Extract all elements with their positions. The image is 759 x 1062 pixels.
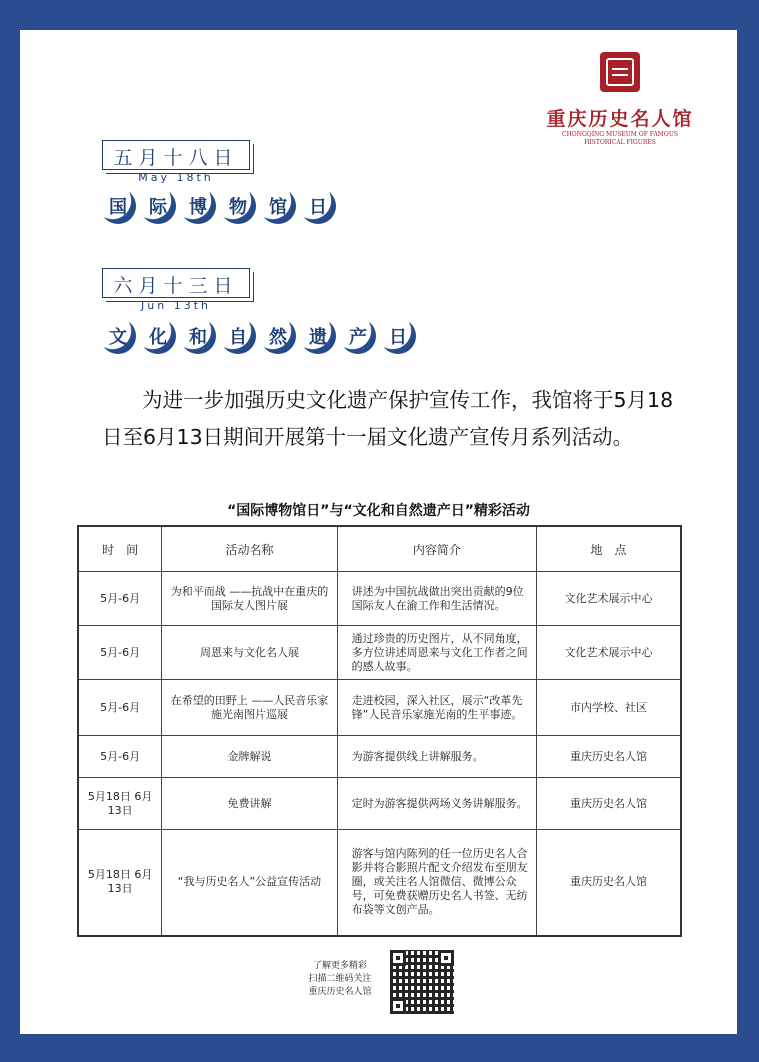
title-heritage-day: [100, 318, 416, 354]
qr-finder-icon: [390, 998, 406, 1014]
table-title: “国际博物馆日”与“文化和自然遗产日”精彩活动: [227, 503, 530, 519]
title-char: 文: [100, 318, 136, 354]
table-row: [78, 830, 681, 936]
title-char: 然: [260, 318, 296, 354]
table-row: [78, 736, 681, 778]
title-char: 际: [140, 188, 176, 224]
title-char: 和: [180, 318, 216, 354]
title-char: 化: [140, 318, 176, 354]
poster-paper: [20, 30, 737, 1034]
table-row: [78, 778, 681, 830]
footer-caption: [290, 960, 390, 999]
cell-time: 5月-6月: [78, 736, 162, 778]
table-row: [78, 572, 681, 626]
title-char: 产: [340, 318, 376, 354]
cell-desc: 通过珍贵的历史图片，从不同角度，多方位讲述周恩来与文化工作者之间的感人故事。: [337, 626, 536, 680]
cell-time: 5月-6月: [78, 680, 162, 736]
table-row: [78, 680, 681, 736]
cell-time: 5月18日 6月13日: [78, 830, 162, 936]
cell-place: 文化艺术展示中心: [536, 626, 681, 680]
museum-logo: [525, 52, 715, 167]
cell-name: 金牌解说: [162, 736, 337, 778]
table-row: [78, 626, 681, 680]
date-badge-june: [102, 268, 250, 312]
title-char: 自: [220, 318, 256, 354]
cell-place: 文化艺术展示中心: [536, 572, 681, 626]
cell-desc: 游客与馆内陈列的任一位历史名人合影并将合影照片配文介绍发布至朋友圈，或关注名人馆微信、微博公众号，可免费获赠历史名人书签、无纺布袋等文创产品。: [337, 830, 536, 936]
header-desc: 内容简介: [337, 526, 536, 572]
qr-finder-icon: [438, 950, 454, 966]
cell-desc: 走进校园，深入社区，展示“改革先锋”人民音乐家施光南的生平事迹。: [337, 680, 536, 736]
cell-name: 为和平而战 ——抗战中在重庆的国际友人图片展: [162, 572, 337, 626]
intro-paragraph: 为进一步加强历史文化遗产保护宣传工作，我馆将于5月18日至6月13日期间开展第十一届文化遗产宣传月系列活动。: [102, 388, 674, 449]
header-name: 活动名称: [162, 526, 337, 572]
title-char: 博: [180, 188, 216, 224]
cell-time: 5月-6月: [78, 626, 162, 680]
title-char: 日: [300, 188, 336, 224]
cell-place: 重庆历史名人馆: [536, 830, 681, 936]
qr-code-icon[interactable]: [390, 950, 454, 1014]
cell-name: 免费讲解: [162, 778, 337, 830]
museum-english-name-1: CHONGQING MUSEUM OF FAMOUS: [561, 131, 678, 138]
museum-english-name-2: HISTORICAL FIGURES: [584, 139, 656, 146]
cell-place: 重庆历史名人馆: [536, 778, 681, 830]
title-char: 馆: [260, 188, 296, 224]
cell-name: “我与历史名人”公益宣传活动: [162, 830, 337, 936]
title-museum-day: [100, 188, 336, 224]
table-header-row: [78, 526, 681, 572]
cell-desc: 定时为游客提供两场义务讲解服务。: [337, 778, 536, 830]
title-char: 日: [380, 318, 416, 354]
cell-place: 重庆历史名人馆: [536, 736, 681, 778]
museum-seal-icon: [600, 52, 640, 92]
cell-desc: 为游客提供线上讲解服务。: [337, 736, 536, 778]
date-cn: 五月十八日: [113, 147, 239, 169]
title-char: 遗: [300, 318, 336, 354]
title-char: 国: [100, 188, 136, 224]
cell-time: 5月-6月: [78, 572, 162, 626]
qr-finder-icon: [390, 950, 406, 966]
footer-line: 重庆历史名人馆: [308, 987, 372, 997]
museum-name: 重庆历史名人馆: [546, 108, 694, 130]
date-badge-may: [102, 140, 250, 184]
title-char: 物: [220, 188, 256, 224]
date-en: May 18th: [138, 171, 214, 184]
activities-table: [77, 525, 682, 937]
cell-desc: 讲述为中国抗战做出突出贡献的9位国际友人在渝工作和生活情况。: [337, 572, 536, 626]
footer-line: 扫描二维码关注: [308, 974, 372, 984]
header-time: 时 间: [78, 526, 162, 572]
date-cn: 六月十三日: [113, 275, 239, 297]
date-en: Jun 13th: [141, 299, 211, 312]
cell-place: 市内学校、社区: [536, 680, 681, 736]
cell-time: 5月18日 6月13日: [78, 778, 162, 830]
header-place: 地 点: [536, 526, 681, 572]
cell-name: 周恩来与文化名人展: [162, 626, 337, 680]
cell-name: 在希望的田野上 ——人民音乐家施光南图片巡展: [162, 680, 337, 736]
footer-line: 了解更多精彩: [312, 961, 367, 971]
